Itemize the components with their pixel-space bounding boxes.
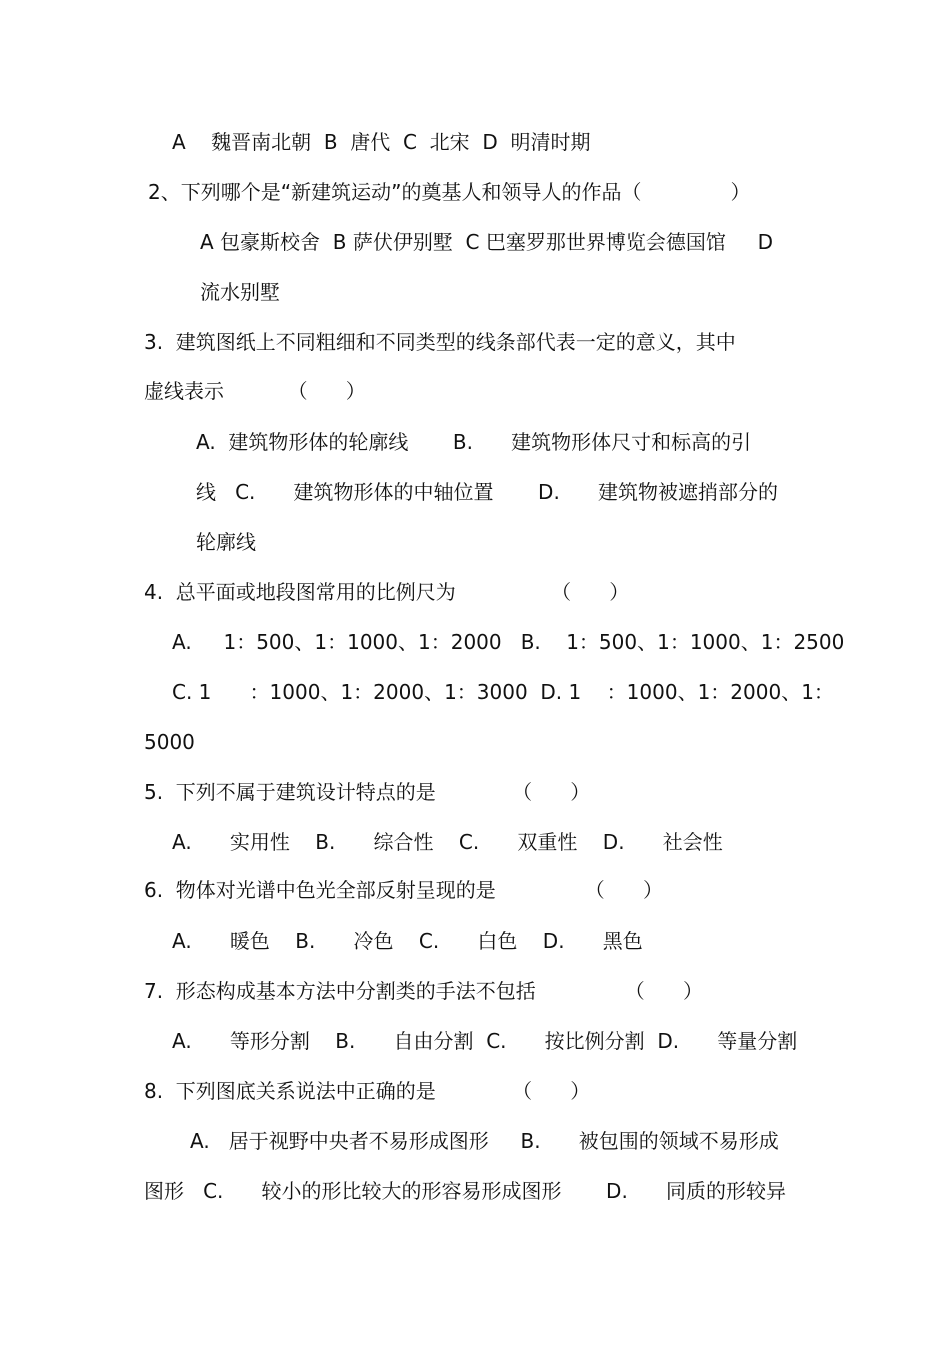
q8-options-line1: A. 居于视野中央者不易形成图形 B. 被包围的领域不易形成 [190,1129,779,1153]
q8-stem: 8. 下列图底关系说法中正确的是 （ ） [144,1079,591,1103]
q3-options-line2: 线 C. 建筑物形体的中轴位置 D. 建筑物被遮捎部分的 [196,480,778,504]
q7-options: A. 等形分割 B. 自由分割 C. 按比例分割 D. 等量分割 [172,1029,798,1053]
q3-stem-line1: 3. 建筑图纸上不同粗细和不同类型的线条部代表一定的意义，其中 [144,330,736,354]
q4-options-line1: A. 1：500、1：1000、1：2000 B. 1：500、1：1000、1：2500 [172,630,845,654]
q6-stem: 6. 物体对光谱中色光全部反射呈现的是 （ ） [144,878,663,902]
q8-options-line2: 图形 C. 较小的形比较大的形容易形成图形 D. 同质的形较异 [144,1179,786,1203]
q3-options-line3: 轮廓线 [196,530,256,554]
q5-stem: 5. 下列不属于建筑设计特点的是 （ ） [144,780,591,804]
q3-stem-line2: 虚线表示 （ ） [144,379,366,403]
q2-options-line1: A 包豪斯校舍 B 萨伏伊别墅 C 巴塞罗那世界博览会德国馆 D [200,230,774,254]
q5-options: A. 实用性 B. 综合性 C. 双重性 D. 社会性 [172,830,723,854]
q4-options-line2: C. 1 ：1000、1：2000、1：3000 D. 1 ：1000、1：2000、1： [172,680,834,704]
q2-options-line2: 流水别墅 [200,280,280,304]
q7-stem: 7. 形态构成基本方法中分割类的手法不包括 （ ） [144,979,703,1003]
q3-options-line1: A. 建筑物形体的轮廓线 B. 建筑物形体尺寸和标高的引 [196,430,752,454]
q1-options: A 魏晋南北朝 B 唐代 C 北宋 D 明清时期 [172,130,591,154]
q4-stem: 4. 总平面或地段图常用的比例尺为 （ ） [144,580,630,604]
q6-options: A. 暖色 B. 冷色 C. 白色 D. 黑色 [172,929,643,953]
q4-options-line3: 5000 [144,730,195,754]
q2-stem: 2、下列哪个是“新建筑运动”的奠基人和领导人的作品（ ） [148,180,751,204]
